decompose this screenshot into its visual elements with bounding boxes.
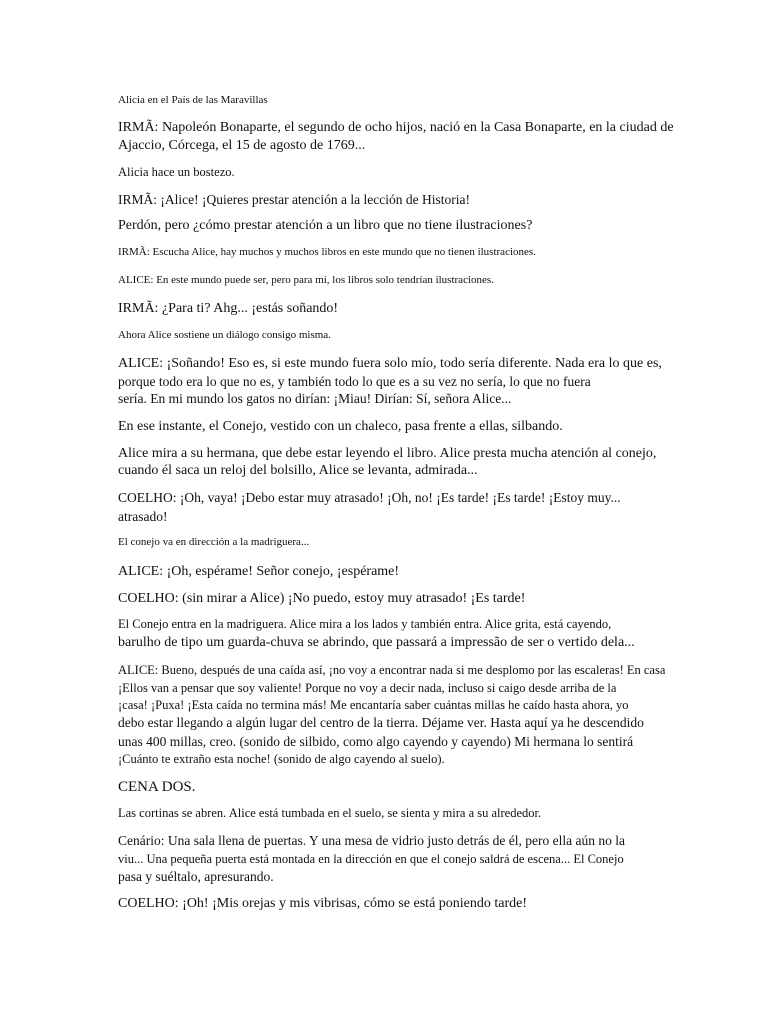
text-line: sería. En mi mundo los gatos no dirían: ¡Miau! Dirían: Sí, señora Alice... bbox=[118, 391, 512, 406]
text-line: El conejo va en dirección a la madriguera... bbox=[118, 536, 310, 548]
text-line: Alicia hace un bostezo. bbox=[118, 165, 235, 179]
text-line: COELHO: (sin mirar a Alice) ¡No puedo, estoy muy atrasado! ¡Es tarde! bbox=[118, 591, 526, 606]
text-line: Alice mira a su hermana, que debe estar leyendo el libro. Alice presta mucha atención al conejo, bbox=[118, 446, 657, 461]
text-line: IRMÃ: Napoleón Bonaparte, el segundo de ocho hijos, nació en la Casa Bonaparte, en la ciudad de bbox=[118, 120, 674, 135]
text-line: Ajaccio, Córcega, el 15 de agosto de 1769... bbox=[118, 138, 366, 153]
text-line: El Conejo entra en la madriguera. Alice mira a los lados y también entra. Alice grita, está cayendo, bbox=[118, 617, 612, 631]
scene-heading: CENA DOS. bbox=[118, 779, 196, 795]
text-line: Perdón, pero ¿cómo prestar atención a un libro que no tiene ilustraciones? bbox=[118, 218, 533, 233]
text-line: ALICE: ¡Oh, espérame! Señor conejo, ¡espérame! bbox=[118, 564, 400, 579]
text-line: debo estar llegando a algún lugar del centro de la tierra. Déjame ver. Hasta aquí ya he descendido bbox=[118, 715, 644, 730]
text-line: COELHO: ¡Oh! ¡Mis orejas y mis vibrisas, cómo se está poniendo tarde! bbox=[118, 896, 528, 911]
text-line: ALICE: ¡Soñando! Eso es, si este mundo fuera solo mío, todo sería diferente. Nada era lo que es, bbox=[118, 356, 662, 371]
text-line: ¡Ellos van a pensar que soy valiente! Porque no voy a decir nada, incluso si caigo desde arriba de la bbox=[118, 681, 617, 695]
text-line: ALICE: Bueno, después de una caída así, ¡no voy a encontrar nada si me desplomo por las escaleras! En casa bbox=[118, 663, 666, 677]
text-line: atrasado! bbox=[118, 509, 168, 524]
text-line: pasa y suéltalo, apresurando. bbox=[118, 869, 274, 884]
text-line: Ahora Alice sostiene un diálogo consigo misma. bbox=[118, 329, 331, 341]
text-line: IRMÃ: ¿Para ti? Ahg... ¡estás soñando! bbox=[118, 301, 339, 316]
text-line: En ese instante, el Conejo, vestido con un chaleco, pasa frente a ellas, silbando. bbox=[118, 419, 563, 434]
text-line: IRMÃ: Escucha Alice, hay muchos y muchos libros en este mundo que no tienen ilustraciones. bbox=[118, 246, 536, 258]
text-line: barulho de tipo um guarda-chuva se abrindo, que passará a impressão de ser o vertido dela... bbox=[118, 635, 635, 650]
text-line: unas 400 millas, creo. (sonido de silbido, como algo cayendo y cayendo) Mi hermana lo sentirá bbox=[118, 734, 634, 749]
document-title: Alicia en el País de las Maravillas bbox=[118, 94, 268, 106]
text-line: Las cortinas se abren. Alice está tumbada en el suelo, se sienta y mira a su alrededor. bbox=[118, 806, 542, 820]
text-line: ALICE: En este mundo puede ser, pero para mí, los libros solo tendrían ilustraciones. bbox=[118, 274, 494, 286]
text-line: Cenário: Una sala llena de puertas. Y una mesa de vidrio justo detrás de él, pero ella aún no la bbox=[118, 833, 625, 848]
text-line: IRMÃ: ¡Alice! ¡Quieres prestar atención a la lección de Historia! bbox=[118, 192, 470, 207]
text-line: ¡casa! ¡Puxa! ¡Esta caída no termina más! Me encantaría saber cuántas millas he caído hasta ahora, yo bbox=[118, 698, 629, 712]
text-line: cuando él saca un reloj del bolsillo, Alice se levanta, admirada... bbox=[118, 463, 478, 478]
text-line: COELHO: ¡Oh, vaya! ¡Debo estar muy atrasado! ¡Oh, no! ¡Es tarde! ¡Es tarde! ¡Estoy muy... bbox=[118, 490, 621, 505]
text-line: porque todo era lo que no es, y también todo lo que es a su vez no sería, lo que no fuera bbox=[118, 374, 591, 389]
text-line: ¡Cuánto te extraño esta noche! (sonido de algo cayendo al suelo). bbox=[118, 752, 445, 766]
text-line: viu... Una pequeña puerta está montada en la dirección en que el conejo saldrá de escena... El Conejo bbox=[118, 852, 624, 866]
